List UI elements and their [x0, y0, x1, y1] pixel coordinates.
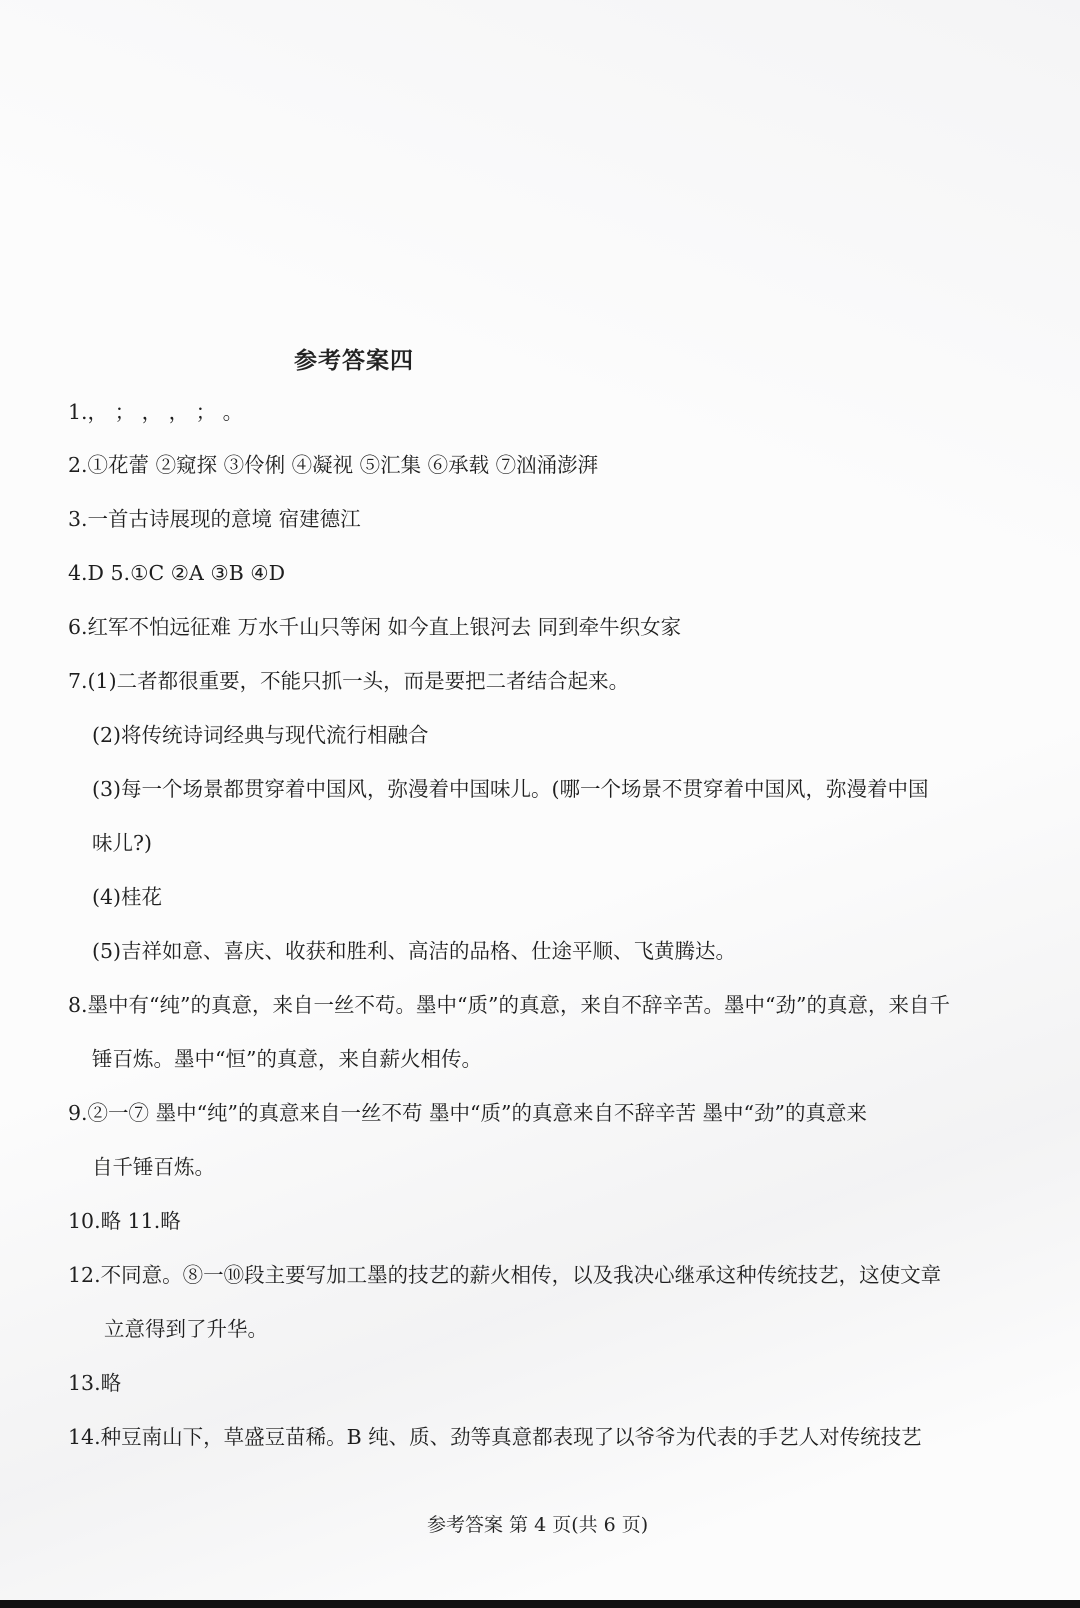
- answer-line-12: 12.不同意。⑧一⑩段主要写加工墨的技艺的薪火相传，以及我决心继承这种传统技艺，这使文章: [68, 1263, 942, 1287]
- answer-line-7-2: (2)将传统诗词经典与现代流行相融合: [92, 723, 429, 747]
- answer-line-9: 9.②一⑦ 墨中“纯”的真意来自一丝不苟 墨中“质”的真意来自不辞辛苦 墨中“劲”的真意来: [68, 1101, 867, 1125]
- answer-line-10-11: 10.略 11.略: [68, 1209, 181, 1233]
- answer-line-7-3: (3)每一个场景都贯穿着中国风，弥漫着中国味儿。(哪一个场景不贯穿着中国风，弥漫着中国: [92, 777, 929, 801]
- answer-line-8: 8.墨中有“纯”的真意，来自一丝不苟。墨中“质”的真意，来自不辞辛苦。墨中“劲”的真意，来自千: [68, 993, 950, 1017]
- answer-line-8-cont: 锤百炼。墨中“恒”的真意，来自薪火相传。: [92, 1047, 482, 1071]
- answer-line-7-5: (5)吉祥如意、喜庆、收获和胜利、高洁的品格、仕途平顺、飞黄腾达。: [92, 939, 737, 963]
- answer-line-7-1: 7.(1)二者都很重要，不能只抓一头，而是要把二者结合起来。: [68, 669, 630, 693]
- answer-line-2: 2.①花蕾 ②窥探 ③伶俐 ④凝视 ⑤汇集 ⑥承载 ⑦汹涌澎湃: [68, 453, 599, 477]
- answer-line-9-cont: 自千锤百炼。: [92, 1155, 215, 1179]
- answer-line-12-cont: 立意得到了升华。: [104, 1317, 268, 1341]
- answer-line-7-3-cont: 味儿?): [92, 831, 152, 855]
- answer-line-13: 13.略: [68, 1371, 122, 1395]
- answer-line-3: 3.一首古诗展现的意境 宿建德江: [68, 507, 361, 531]
- answer-line-6: 6.红军不怕远征难 万水千山只等闲 如今直上银河去 同到牵牛织女家: [68, 615, 682, 639]
- page-title: 参考答案四: [294, 348, 414, 374]
- page-footer: 参考答案 第 4 页(共 6 页): [427, 1514, 649, 1536]
- answer-line-4-5: 4.D 5.①C ②A ③B ④D: [68, 561, 286, 585]
- answer-line-1: 1.， ； ， ， ； 。: [68, 400, 244, 424]
- answer-line-7-4: (4)桂花: [92, 885, 163, 909]
- answer-line-14: 14.种豆南山下，草盛豆苗稀。B 纯、质、劲等真意都表现了以爷爷为代表的手艺人对传统技艺: [68, 1425, 922, 1449]
- bottom-edge: [0, 1600, 1080, 1608]
